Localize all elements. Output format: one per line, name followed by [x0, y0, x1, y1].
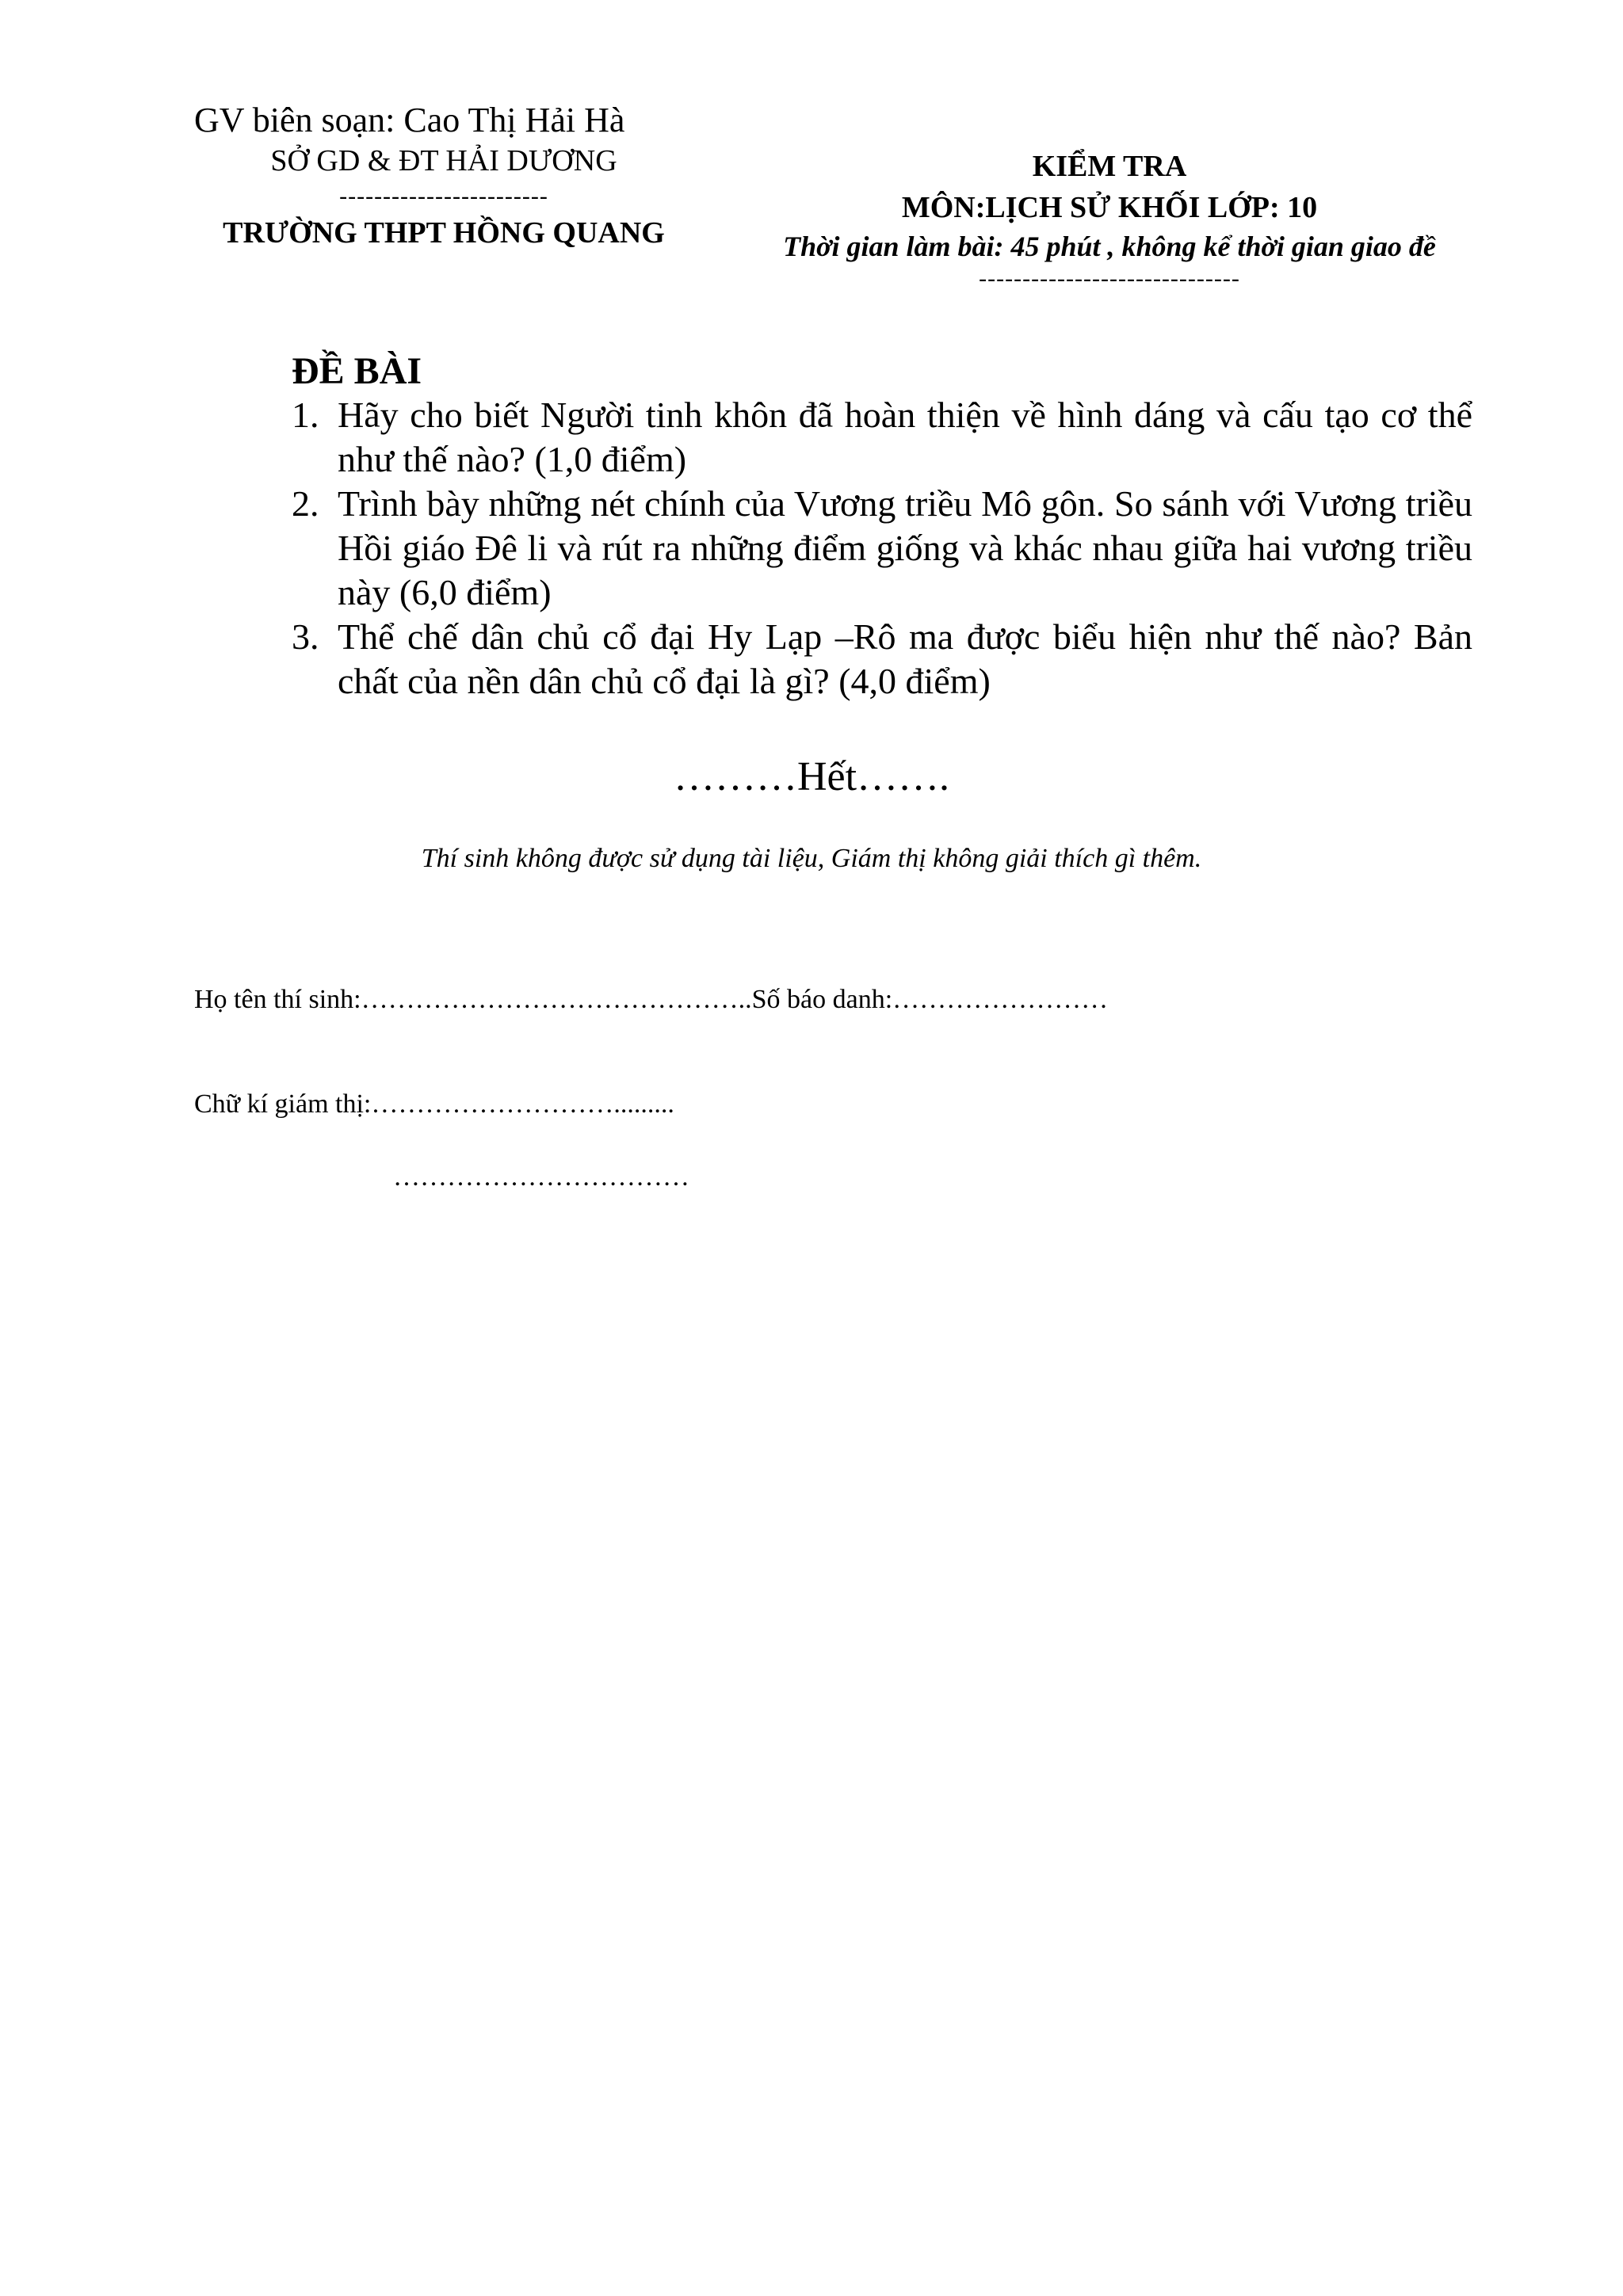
question-item — [292, 615, 1472, 704]
exam-heading: ĐỀ BÀI — [292, 350, 422, 392]
header-left — [190, 141, 697, 254]
school-name: TRƯỜNG THPT HỒNG QUANG — [223, 216, 665, 250]
end-mark: ………Hết……. — [673, 754, 950, 799]
exam-time: Thời gian làm bài: 45 phút , không kể thời gian giao đề — [783, 231, 1436, 262]
question-item — [292, 393, 1472, 482]
proctor-signature-line: Chữ kí giám thị:………………………......... — [194, 1089, 674, 1119]
header-left-separator: ------------------------ — [339, 183, 548, 209]
question-number: 1. — [292, 395, 319, 435]
candidate-info-line: Họ tên thí sinh:……………………………………..Số báo danh:…………………… — [194, 985, 1109, 1014]
department-name: SỞ GD & ĐT HẢI DƯƠNG — [270, 144, 617, 177]
header-right-separator: ------------------------------ — [979, 265, 1240, 292]
question-item — [292, 482, 1472, 615]
exam-note: Thí sinh không được sử dụng tài liệu, Giám thị không giải thích gì thêm. — [421, 844, 1202, 873]
author-line: GV biên soạn: Cao Thị Hải Hà — [194, 101, 625, 139]
exam-type: KIỂM TRA — [1032, 150, 1187, 183]
question-text: Trình bày những nét chính của Vương triều Mô gôn. So sánh với Vương triều Hồi giáo Đê li và rút ra những điểm giống và khác nhau giữa hai vương triều này (6,0 điểm) — [338, 483, 1472, 612]
exam-subject: MÔN:LỊCH SỬ KHỐI LỚP: 10 — [901, 191, 1318, 224]
question-number: 3. — [292, 616, 319, 657]
header-right — [753, 146, 1466, 293]
question-number: 2. — [292, 483, 319, 524]
proctor-signature-line-2: …………………………… — [393, 1162, 689, 1192]
question-list — [292, 393, 1472, 704]
question-text: Thể chế dân chủ cổ đại Hy Lạp –Rô ma được biểu hiện như thế nào? Bản chất của nền dân chủ cổ đại là gì? (4,0 điểm) — [338, 616, 1472, 701]
question-text: Hãy cho biết Người tinh khôn đã hoàn thiện về hình dáng và cấu tạo cơ thể như thế nào? (1,0 điểm) — [338, 395, 1472, 479]
